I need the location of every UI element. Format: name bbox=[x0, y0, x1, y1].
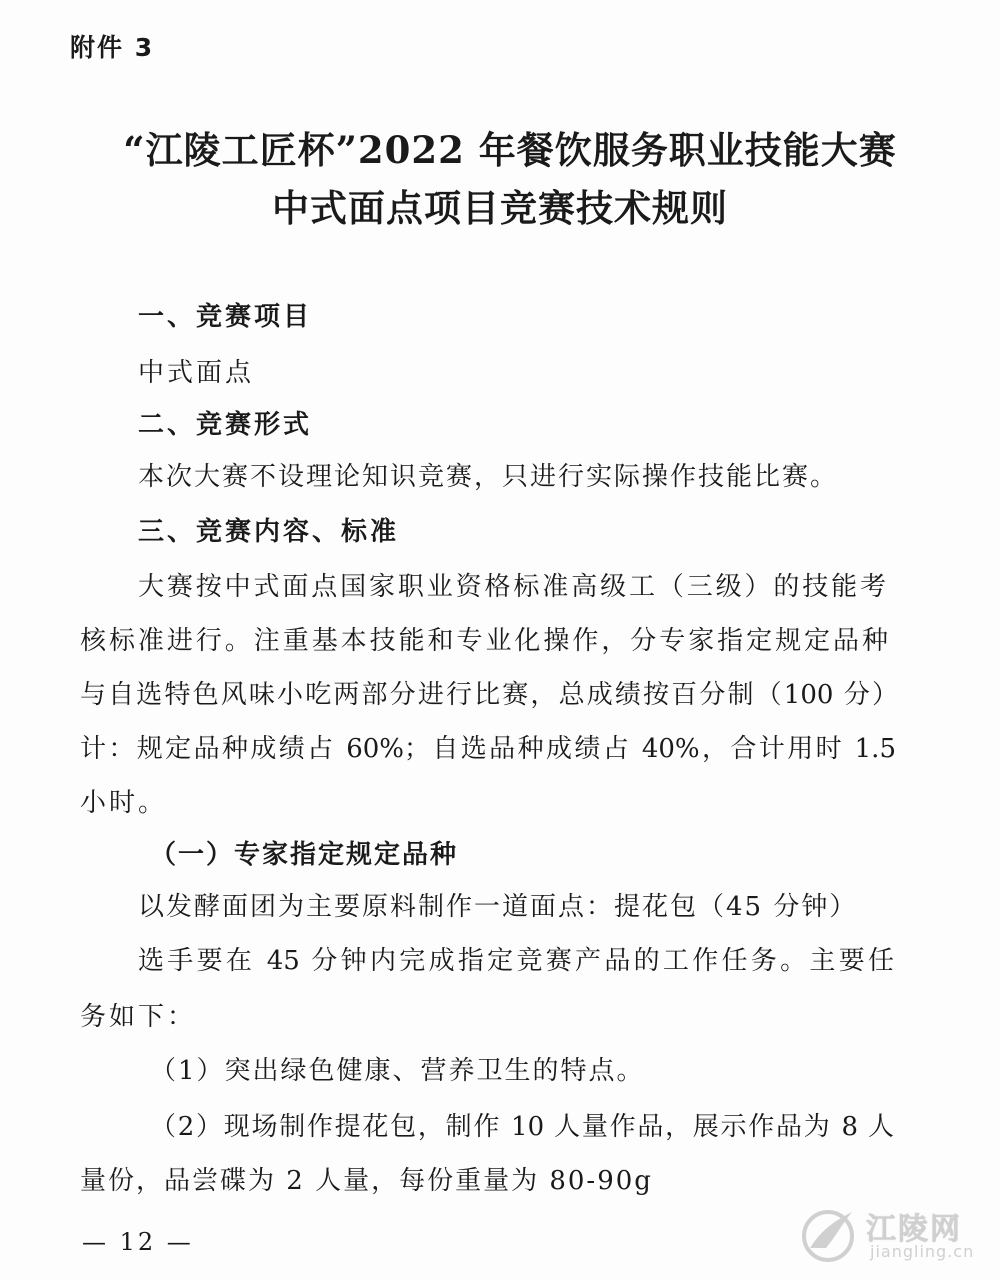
section-3-para-line: 核标准进行。注重基本技能和专业化操作，分专家指定规定品种 bbox=[80, 626, 888, 656]
watermark-domain: jiangling.cn bbox=[870, 1242, 975, 1261]
subsection-1-para-line: 务如下： bbox=[80, 1002, 197, 1032]
item-1: （1）突出绿色健康、营养卫生的特点。 bbox=[150, 1056, 645, 1086]
subsection-1-heading: （一）专家指定规定品种 bbox=[150, 840, 459, 870]
subsection-1-para-line: 选手要在 45 分钟内完成指定竞赛产品的工作任务。主要任 bbox=[138, 946, 894, 976]
watermark bbox=[796, 1200, 986, 1270]
subsection-1-line: 以发酵面团为主要原料制作一道面点：提花包（45 分钟） bbox=[138, 892, 858, 922]
item-2-line: （2）现场制作提花包，制作 10 人量作品，展示作品为 8 人 bbox=[150, 1112, 894, 1142]
section-2-body: 本次大赛不设理论知识竞赛，只进行实际操作技能比赛。 bbox=[138, 462, 839, 492]
title-line-2: 中式面点项目竞赛技术规则 bbox=[272, 186, 728, 230]
section-1-body: 中式面点 bbox=[138, 358, 255, 388]
section-3-para-line: 计：规定品种成绩占 60%；自选品种成绩占 40%，合计用时 1.5 bbox=[80, 734, 896, 764]
section-3-para-line: 与自选特色风味小吃两部分进行比赛，总成绩按百分制（100 分） bbox=[80, 680, 898, 710]
section-3-para-line: 大赛按中式面点国家职业资格标准高级工（三级）的技能考 bbox=[138, 572, 886, 602]
watermark-name: 江陵网 bbox=[866, 1212, 962, 1247]
section-2-heading: 二、竞赛形式 bbox=[138, 410, 313, 440]
title-line-1: “江陵工匠杯”2022 年餐饮服务职业技能大赛 bbox=[123, 128, 897, 172]
page-number: — 12 — bbox=[82, 1228, 194, 1256]
section-3-heading: 三、竞赛内容、标准 bbox=[138, 517, 400, 547]
watermark-logo-icon bbox=[796, 1202, 860, 1266]
section-1-heading: 一、竞赛项目 bbox=[138, 302, 313, 332]
section-3-para-line: 小时。 bbox=[80, 788, 168, 818]
item-2-line: 量份，品尝碟为 2 人量，每份重量为 80-90g bbox=[80, 1166, 653, 1196]
attachment-label: 附件 3 bbox=[70, 33, 155, 62]
